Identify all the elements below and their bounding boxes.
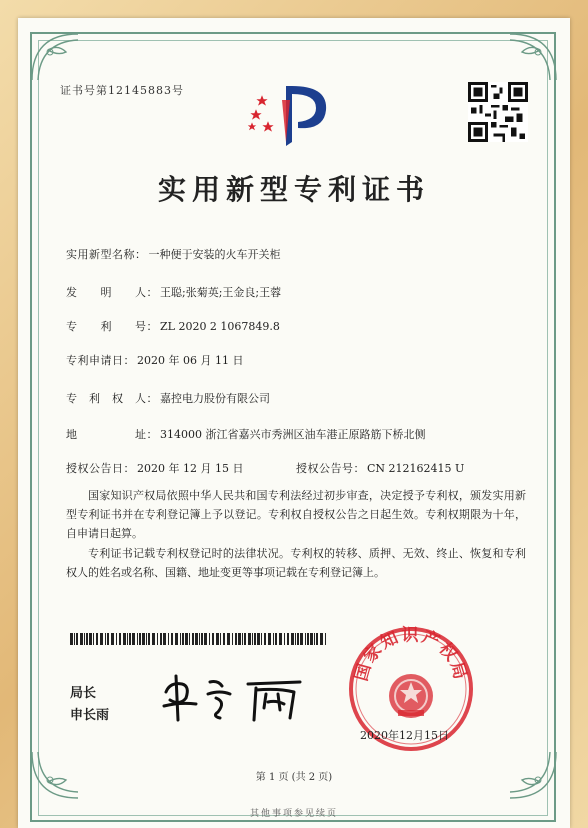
barcode-bar xyxy=(116,633,117,645)
barcode-bar xyxy=(209,633,210,645)
corner-ornament-icon xyxy=(28,30,88,90)
barcode-bar xyxy=(204,633,207,645)
field-label: 地 址： xyxy=(66,428,158,441)
barcode-bar xyxy=(100,633,103,645)
field-label: 实用新型名称： xyxy=(66,248,147,261)
seal-text: 国家知识产权局 xyxy=(351,625,471,684)
barcode-bar xyxy=(129,633,131,645)
field-patentee xyxy=(66,390,270,406)
barcode-bar xyxy=(244,633,246,645)
barcode-bar xyxy=(284,633,285,645)
barcode-bar xyxy=(185,633,188,645)
barcode-bar xyxy=(142,633,145,645)
barcode-bar xyxy=(76,633,78,645)
field-grant-date xyxy=(66,460,243,476)
footer-note: 其他事项参见续页 xyxy=(249,809,338,819)
field-inventors xyxy=(66,284,281,300)
barcode-bar xyxy=(291,633,294,645)
barcode-bar xyxy=(74,633,75,645)
barcode-bar xyxy=(316,633,318,645)
field-label: 专利申请日： xyxy=(66,354,135,367)
barcode-bar xyxy=(152,633,155,645)
barcode-bar xyxy=(307,633,309,645)
barcode-bar xyxy=(93,633,94,645)
field-value: 2020 年 06 月 11 日 xyxy=(137,354,244,367)
signatory-name: 申长雨 xyxy=(70,708,110,723)
barcode-bar xyxy=(84,633,85,645)
barcode-icon xyxy=(70,633,328,645)
field-label: 专 利 号： xyxy=(66,320,158,333)
barcode-bar xyxy=(325,633,326,645)
corner-ornament-icon xyxy=(500,30,560,90)
barcode-bar xyxy=(279,633,282,645)
barcode-bar xyxy=(257,633,260,645)
barcode-bar xyxy=(235,633,237,645)
barcode-bar xyxy=(295,633,296,645)
field-label: 专 利 权 人： xyxy=(66,392,158,405)
barcode-bar xyxy=(111,633,114,645)
barcode-bar xyxy=(171,633,173,645)
barcode-bar xyxy=(157,633,158,645)
barcode-bar xyxy=(168,633,169,645)
barcode-bar xyxy=(163,633,166,645)
barcode-bar xyxy=(305,633,306,645)
barcode-bar xyxy=(238,633,241,645)
barcode-bar xyxy=(232,633,233,645)
barcode-bar xyxy=(287,633,289,645)
patent-office-logo-icon xyxy=(246,80,342,150)
barcode-bar xyxy=(227,633,230,645)
field-value: 一种便于安装的火车开关柜 xyxy=(148,248,281,261)
handwritten-signature xyxy=(160,672,310,724)
barcode-bar xyxy=(261,633,262,645)
barcode-bar xyxy=(223,633,225,645)
barcode-bar xyxy=(96,633,98,645)
barcode-bar xyxy=(146,633,147,645)
barcode-bar xyxy=(123,633,126,645)
signatory-title: 局长 xyxy=(70,686,97,701)
field-application-date xyxy=(66,352,243,368)
barcode-bar xyxy=(216,633,219,645)
barcode-bar xyxy=(182,633,184,645)
barcode-bar xyxy=(212,633,214,645)
barcode-bar xyxy=(160,633,162,645)
barcode-bar xyxy=(119,633,121,645)
barcode-bar xyxy=(314,633,315,645)
field-value: 王聪;张菊英;王金良;王蓉 xyxy=(160,286,282,299)
barcode-bar xyxy=(80,633,83,645)
barcode-bar xyxy=(137,633,138,645)
barcode-bar xyxy=(320,633,323,645)
barcode-bar xyxy=(132,633,135,645)
barcode-bar xyxy=(242,633,243,645)
field-utility-model-name xyxy=(66,246,281,262)
barcode-bar xyxy=(86,633,88,645)
barcode-bar xyxy=(273,633,274,645)
barcode-bar xyxy=(310,633,313,645)
field-grant-number xyxy=(296,460,464,476)
barcode-bar xyxy=(70,633,73,645)
certificate-title: 实用新型专利证书 xyxy=(157,173,430,206)
field-value: 314000 浙江省嘉兴市秀洲区油车港正原路筋下桥北侧 xyxy=(160,428,426,441)
barcode-bar xyxy=(89,633,92,645)
barcode-bar xyxy=(201,633,203,645)
field-value: 嘉控电力股份有限公司 xyxy=(160,392,270,405)
field-value: CN 212162415 U xyxy=(367,462,465,475)
barcode-bar xyxy=(107,633,109,645)
barcode-bar xyxy=(192,633,194,645)
seal-date: 2020年12月15日 xyxy=(360,729,449,742)
field-label: 授权公告日： xyxy=(66,462,135,475)
barcode-bar xyxy=(127,633,128,645)
page-number: 第 1 页 (共 2 页) xyxy=(255,772,333,783)
body-paragraph: 专利证书记载专利权登记时的法律状况。专利权的转移、质押、无效、终止、恢复和专利权人的姓名或名称、国籍、地址变更等事项记载在专利登记簿上。 xyxy=(66,547,526,579)
certificate-number: 证书号第12145883号 xyxy=(60,84,184,97)
field-label: 授权公告号： xyxy=(296,462,365,475)
barcode-bar xyxy=(220,633,221,645)
barcode-bar xyxy=(252,633,253,645)
barcode-bar xyxy=(275,633,277,645)
field-value: 2020 年 12 月 15 日 xyxy=(137,462,244,475)
barcode-bar xyxy=(195,633,198,645)
barcode-bar xyxy=(105,633,106,645)
barcode-bar xyxy=(175,633,178,645)
barcode-bar xyxy=(268,633,271,645)
barcode-bar xyxy=(264,633,266,645)
field-value: ZL 2020 2 1067849.8 xyxy=(160,320,280,333)
barcode-bar xyxy=(248,633,251,645)
field-patent-number xyxy=(66,318,280,334)
barcode-bar xyxy=(189,633,190,645)
barcode-bar xyxy=(300,633,303,645)
body-paragraph: 国家知识产权局依照中华人民共和国专利法经过初步审查，决定授予专利权，颁发实用新型专利证书并在专利登记簿上予以登记。专利权自授权公告之日起生效。专利权期限为十年，自申请日起算。 xyxy=(66,489,526,540)
field-address xyxy=(66,426,426,442)
barcode-bar xyxy=(180,633,181,645)
qr-code-icon xyxy=(466,82,530,142)
field-label: 发 明 人： xyxy=(66,286,158,299)
barcode-bar xyxy=(199,633,200,645)
barcode-bar xyxy=(148,633,150,645)
barcode-bar xyxy=(139,633,141,645)
barcode-bar xyxy=(297,633,299,645)
barcode-bar xyxy=(254,633,256,645)
